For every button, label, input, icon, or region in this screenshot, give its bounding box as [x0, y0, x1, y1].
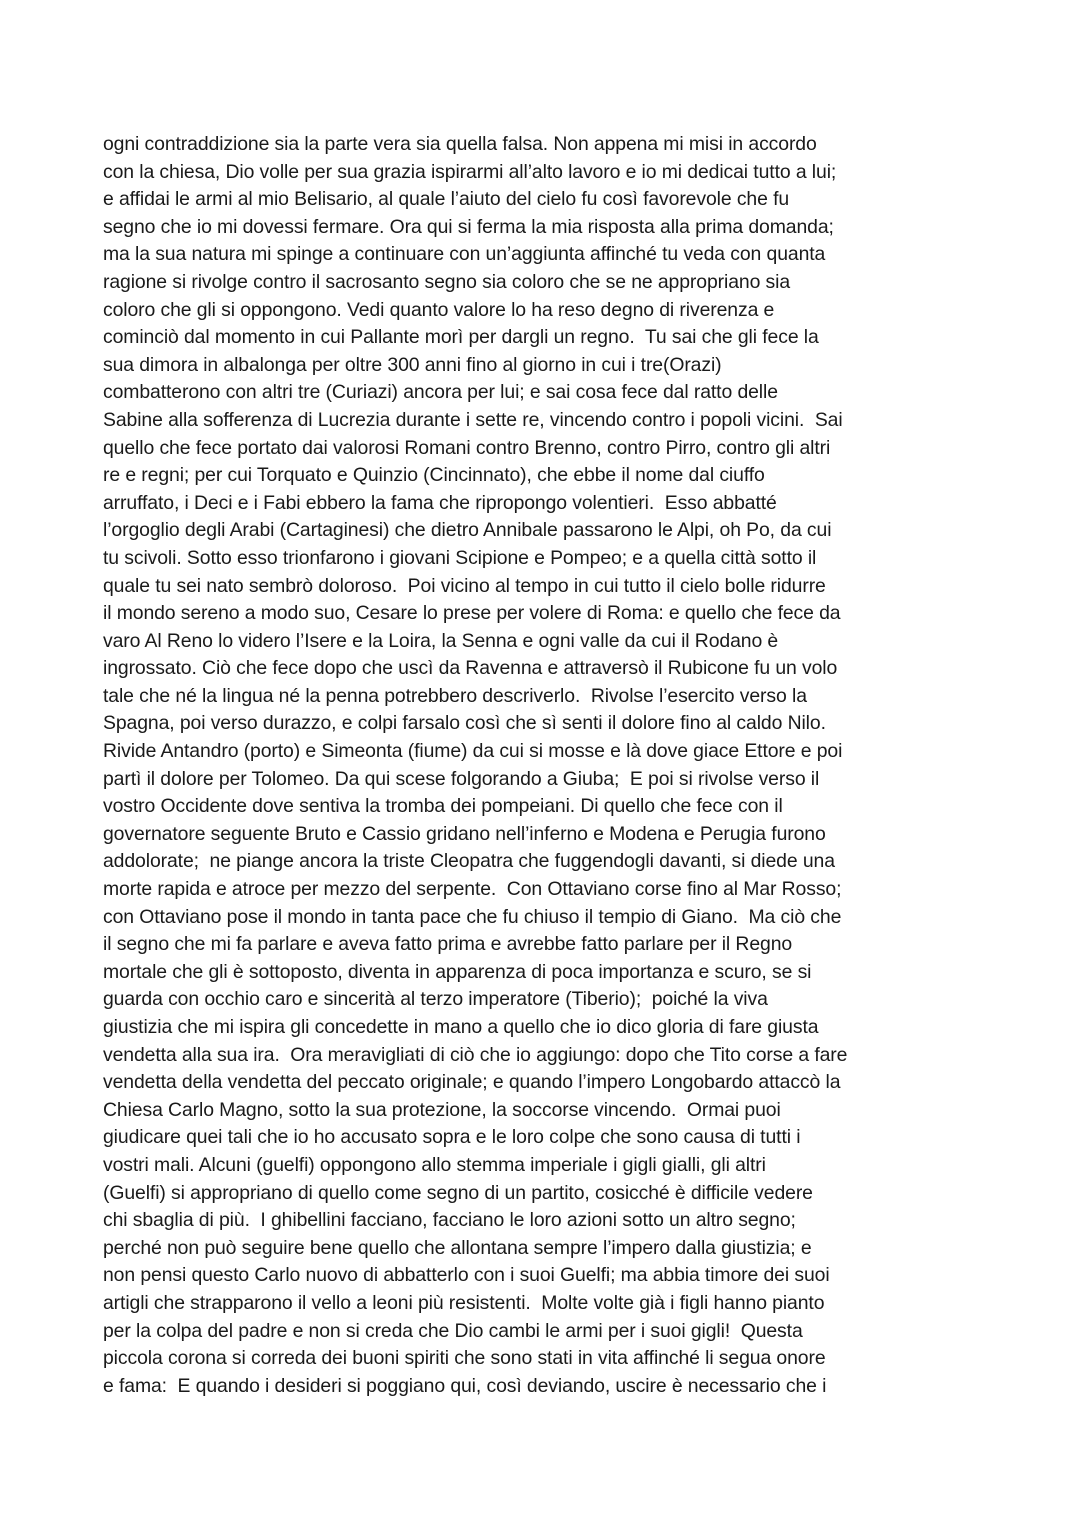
text-line: coloro che gli si oppongono. Vedi quanto valore lo ha reso degno di riverenza e	[103, 298, 775, 321]
text-line: e affidai le armi al mio Belisario, al quale l’aiuto del cielo fu così favorevole che fu	[103, 188, 790, 211]
text-line: Sabine alla sofferenza di Lucrezia durante i sette re, vincendo contro i popoli vicini. Sai	[103, 408, 843, 431]
text-line: il segno che mi fa parlare e aveva fatto prima e avrebbe fatto parlare per il Regno	[103, 933, 793, 956]
text-line: governatore seguente Bruto e Cassio gridano nell’inferno e Modena e Perugia furono	[103, 822, 826, 845]
text-line: cominciò dal momento in cui Pallante morì per dargli un regno. Tu sai che gli fece la	[103, 326, 819, 349]
text-line: Spagna, poi verso durazzo, e colpi farsalo così che sì senti il dolore fino al caldo Nilo.	[103, 712, 826, 735]
text-line: non pensi questo Carlo nuovo di abbatterlo con i suoi Guelfi; ma abbia timore dei suoi	[103, 1264, 830, 1287]
text-line: vostro Occidente dove sentiva la tromba dei pompeiani. Di quello che fece con il	[103, 795, 783, 818]
text-line: quale tu sei nato sembrò doloroso. Poi vicino al tempo in cui tutto il cielo bolle ridurre	[103, 574, 826, 597]
text-line: morte rapida e atroce per mezzo del serpente. Con Ottaviano corse fino al Mar Rosso;	[103, 878, 842, 901]
text-line: ragione si rivolge contro il sacrosanto segno sia coloro che se ne appropriano sia	[103, 270, 791, 293]
text-line: con la chiesa, Dio volle per sua grazia ispirarmi all’alto lavoro e io mi dedicai tutto a lui;	[103, 160, 837, 183]
text-line: artigli che strapparono il vello a leoni più resistenti. Molte volte già i figli hanno pianto	[103, 1291, 825, 1314]
text-line: partì il dolore per Tolomeo. Da qui scese folgorando a Giuba; E poi si rivolse verso il	[103, 767, 820, 790]
text-line: Rivide Antandro (porto) e Simeonta (fiume) da cui si mosse e là dove giace Ettore e poi	[103, 740, 843, 763]
body-text	[103, 131, 1003, 1400]
text-line: (Guelfi) si appropriano di quello come segno di un partito, cosicché è difficile vedere	[103, 1181, 813, 1204]
text-line: giustizia che mi ispira gli concedette in mano a quello che io dico gloria di fare giusta	[103, 1016, 819, 1038]
text-line: vendetta della vendetta del peccato originale; e quando l’impero Longobardo attaccò la	[103, 1071, 841, 1094]
text-line: con Ottaviano pose il mondo in tanta pace che fu chiuso il tempio di Giano. Ma ciò che	[103, 905, 842, 928]
text-line: tu scivoli. Sotto esso trionfarono i giovani Scipione e Pompeo; e a quella città sotto il	[103, 546, 817, 569]
text-line: Chiesa Carlo Magno, sotto la sua protezione, la soccorse vincendo. Ormai puoi	[103, 1098, 781, 1121]
text-line: varo Al Reno lo videro l’Isere e la Loira, la Senna e ogni valle da cui il Rodano è	[103, 629, 779, 652]
text-line: ogni contraddizione sia la parte vera sia quella falsa. Non appena mi misi in accordo	[103, 133, 817, 155]
text-line: guarda con occhio caro e sincerità al terzo imperatore (Tiberio); poiché la viva	[103, 988, 768, 1011]
text-line: quello che fece portato dai valorosi Romani contro Brenno, contro Pirro, contro gli altri	[103, 436, 831, 459]
text-line: perché non può seguire bene quello che allontana sempre l’impero dalla giustizia; e	[103, 1236, 812, 1259]
text-line: re e regni; per cui Torquato e Quinzio (Cincinnato), che ebbe il nome dal ciuffo	[103, 464, 765, 487]
text-line: ma la sua natura mi spinge a continuare con un’aggiunta affinché tu veda con quanta	[103, 243, 826, 266]
text-line: tale che né la lingua né la penna potrebbero descriverlo. Rivolse l’esercito verso la	[103, 684, 807, 707]
text-line: l’orgoglio degli Arabi (Cartaginesi) che dietro Annibale passarono le Alpi, oh Po, da cui	[103, 519, 832, 542]
text-line: e fama: E quando i desideri si poggiano qui, così deviando, uscire è necessario che i	[103, 1374, 827, 1397]
text-line: giudicare quei tali che io ho accusato sopra e le loro colpe che sono causa di tutti i	[103, 1126, 801, 1149]
text-line: chi sbaglia di più. I ghibellini facciano, facciano le loro azioni sotto un altro segno;	[103, 1209, 796, 1232]
text-line: sua dimora in albalonga per oltre 300 anni fino al giorno in cui i tre(Orazi)	[103, 353, 722, 376]
text-line: arruffato, i Deci e i Fabi ebbero la fama che ripropongo volentieri. Esso abbatté	[103, 491, 777, 514]
text-line: il mondo sereno a modo suo, Cesare lo prese per volere di Roma: e quello che fece da	[103, 602, 841, 625]
text-line: segno che io mi dovessi fermare. Ora qui si ferma la mia risposta alla prima domanda;	[103, 215, 834, 238]
text-line: addolorate; ne piange ancora la triste Cleopatra che fuggendogli davanti, si diede una	[103, 850, 835, 873]
text-line: vendetta alla sua ira. Ora meravigliati di ciò che io aggiungo: dopo che Tito corse a fare	[103, 1043, 848, 1066]
text-line: per la colpa del padre e non si creda che Dio cambi le armi per i suoi gigli! Questa	[103, 1319, 803, 1342]
text-line: piccola corona si correda dei buoni spiriti che sono stati in vita affinché li segua onore	[103, 1347, 826, 1370]
text-line: mortale che gli è sottoposto, diventa in apparenza di poca importanza e scuro, se si	[103, 960, 812, 983]
text-line: combatterono con altri tre (Curiazi) ancora per lui; e sai cosa fece dal ratto delle	[103, 381, 778, 404]
text-line: ingrossato. Ciò che fece dopo che uscì da Ravenna e attraversò il Rubicone fu un volo	[103, 657, 838, 680]
text-line: vostri mali. Alcuni (guelfi) oppongono allo stemma imperiale i gigli gialli, gli altri	[103, 1153, 766, 1176]
